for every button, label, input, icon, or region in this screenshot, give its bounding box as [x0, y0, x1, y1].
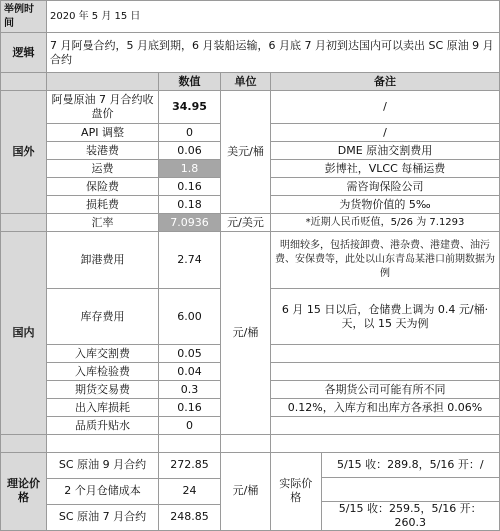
foreign-item: 损耗费	[47, 196, 159, 214]
foreign-item: 装港费	[47, 142, 159, 160]
header-value: 数值	[159, 73, 221, 91]
theory-unit: 元/桶	[221, 453, 271, 531]
example-time-label: 举例时间	[1, 1, 47, 33]
spacer-cell	[221, 435, 271, 453]
domestic-item: 入库检验费	[47, 363, 159, 381]
domestic-note	[271, 417, 500, 435]
spacer-cell	[271, 435, 500, 453]
header-unit: 单位	[221, 73, 271, 91]
foreign-note: 彭博社，VLCC 每桶运费	[271, 160, 500, 178]
foreign-value-highlighted: 1.8	[159, 160, 221, 178]
foreign-note: /	[271, 124, 500, 142]
foreign-value: 0	[159, 124, 221, 142]
domestic-item: 出入库损耗	[47, 399, 159, 417]
theory-section-label: 理论价格	[1, 453, 47, 531]
theory-item: SC 原油 9 月合约	[47, 453, 159, 479]
actual-price-label: 实际价格	[271, 453, 321, 530]
exchange-item: 汇率	[47, 214, 159, 232]
theory-item: SC 原油 7 月合约	[47, 504, 159, 530]
domestic-item: 卸港费用	[47, 232, 159, 289]
domestic-value: 0.05	[159, 345, 221, 363]
domestic-unit: 元/桶	[221, 232, 271, 435]
domestic-note: 6 月 15 日以后，仓储费上调为 0.4 元/桶·天，以 15 天为例	[271, 289, 500, 345]
domestic-item: 品质升贴水	[47, 417, 159, 435]
exchange-section-blank	[1, 214, 47, 232]
domestic-section-label: 国内	[1, 232, 47, 435]
foreign-note: 为货物价值的 5‰	[271, 196, 500, 214]
domestic-note: 明细较多，包括接卸费、港杂费、港建费、油污费、安保费等，此处以山东青岛某港口前期数据为例	[271, 232, 500, 289]
domestic-item: 期货交易费	[47, 381, 159, 399]
domestic-note: 0.12%，入库方和出库方各承担 0.06%	[271, 399, 500, 417]
domestic-item: 库存费用	[47, 289, 159, 345]
spacer-cell	[159, 435, 221, 453]
spacer-section-cell	[1, 435, 47, 453]
domestic-value: 2.74	[159, 232, 221, 289]
domestic-value: 0.04	[159, 363, 221, 381]
foreign-item: 保险费	[47, 178, 159, 196]
domestic-note	[271, 363, 500, 381]
foreign-item: 运费	[47, 160, 159, 178]
foreign-item: API 调整	[47, 124, 159, 142]
actual-price-row: 5/15 收：289.8，5/16 开：/	[321, 453, 499, 477]
logic-label: 逻辑	[1, 33, 47, 73]
domestic-value: 0.3	[159, 381, 221, 399]
foreign-value: 0.18	[159, 196, 221, 214]
actual-price-subtable	[271, 453, 499, 530]
spacer-cell	[47, 435, 159, 453]
exchange-value: 7.0936	[159, 214, 221, 232]
foreign-value: 0.16	[159, 178, 221, 196]
theory-value: 248.85	[159, 504, 221, 530]
theory-item: 2 个月仓储成本	[47, 478, 159, 504]
foreign-note: DME 原油交割费用	[271, 142, 500, 160]
domestic-note	[271, 345, 500, 363]
actual-price-row	[321, 477, 499, 501]
foreign-value: 0.06	[159, 142, 221, 160]
foreign-section-label: 国外	[1, 91, 47, 214]
foreign-value: 34.95	[159, 91, 221, 124]
theory-value: 24	[159, 478, 221, 504]
actual-price-row: 5/15 收：259.5，5/16 开：260.3	[321, 501, 499, 530]
foreign-note: /	[271, 91, 500, 124]
header-note: 备注	[271, 73, 500, 91]
exchange-note: *近期人民币贬值，5/26 为 7.1293	[271, 214, 500, 232]
logic-text: 7 月阿曼合约，5 月底到期，6 月装船运输，6 月底 7 月初到达国内可以卖出 SC 原油 9 月合约	[47, 33, 500, 73]
domestic-value: 0.16	[159, 399, 221, 417]
header-blank	[1, 73, 47, 91]
domestic-value: 0	[159, 417, 221, 435]
theory-value: 272.85	[159, 453, 221, 479]
domestic-note: 各期货公司可能有所不同	[271, 381, 500, 399]
exchange-unit: 元/美元	[221, 214, 271, 232]
foreign-unit: 美元/桶	[221, 91, 271, 214]
domestic-item: 入库交割费	[47, 345, 159, 363]
foreign-item: 阿曼原油 7 月合约收盘价	[47, 91, 159, 124]
actual-price-block	[271, 453, 500, 531]
header-item-blank	[47, 73, 159, 91]
foreign-note: 需咨询保险公司	[271, 178, 500, 196]
domestic-value: 6.00	[159, 289, 221, 345]
example-time-value: 2020 年 5 月 15 日	[47, 1, 500, 33]
